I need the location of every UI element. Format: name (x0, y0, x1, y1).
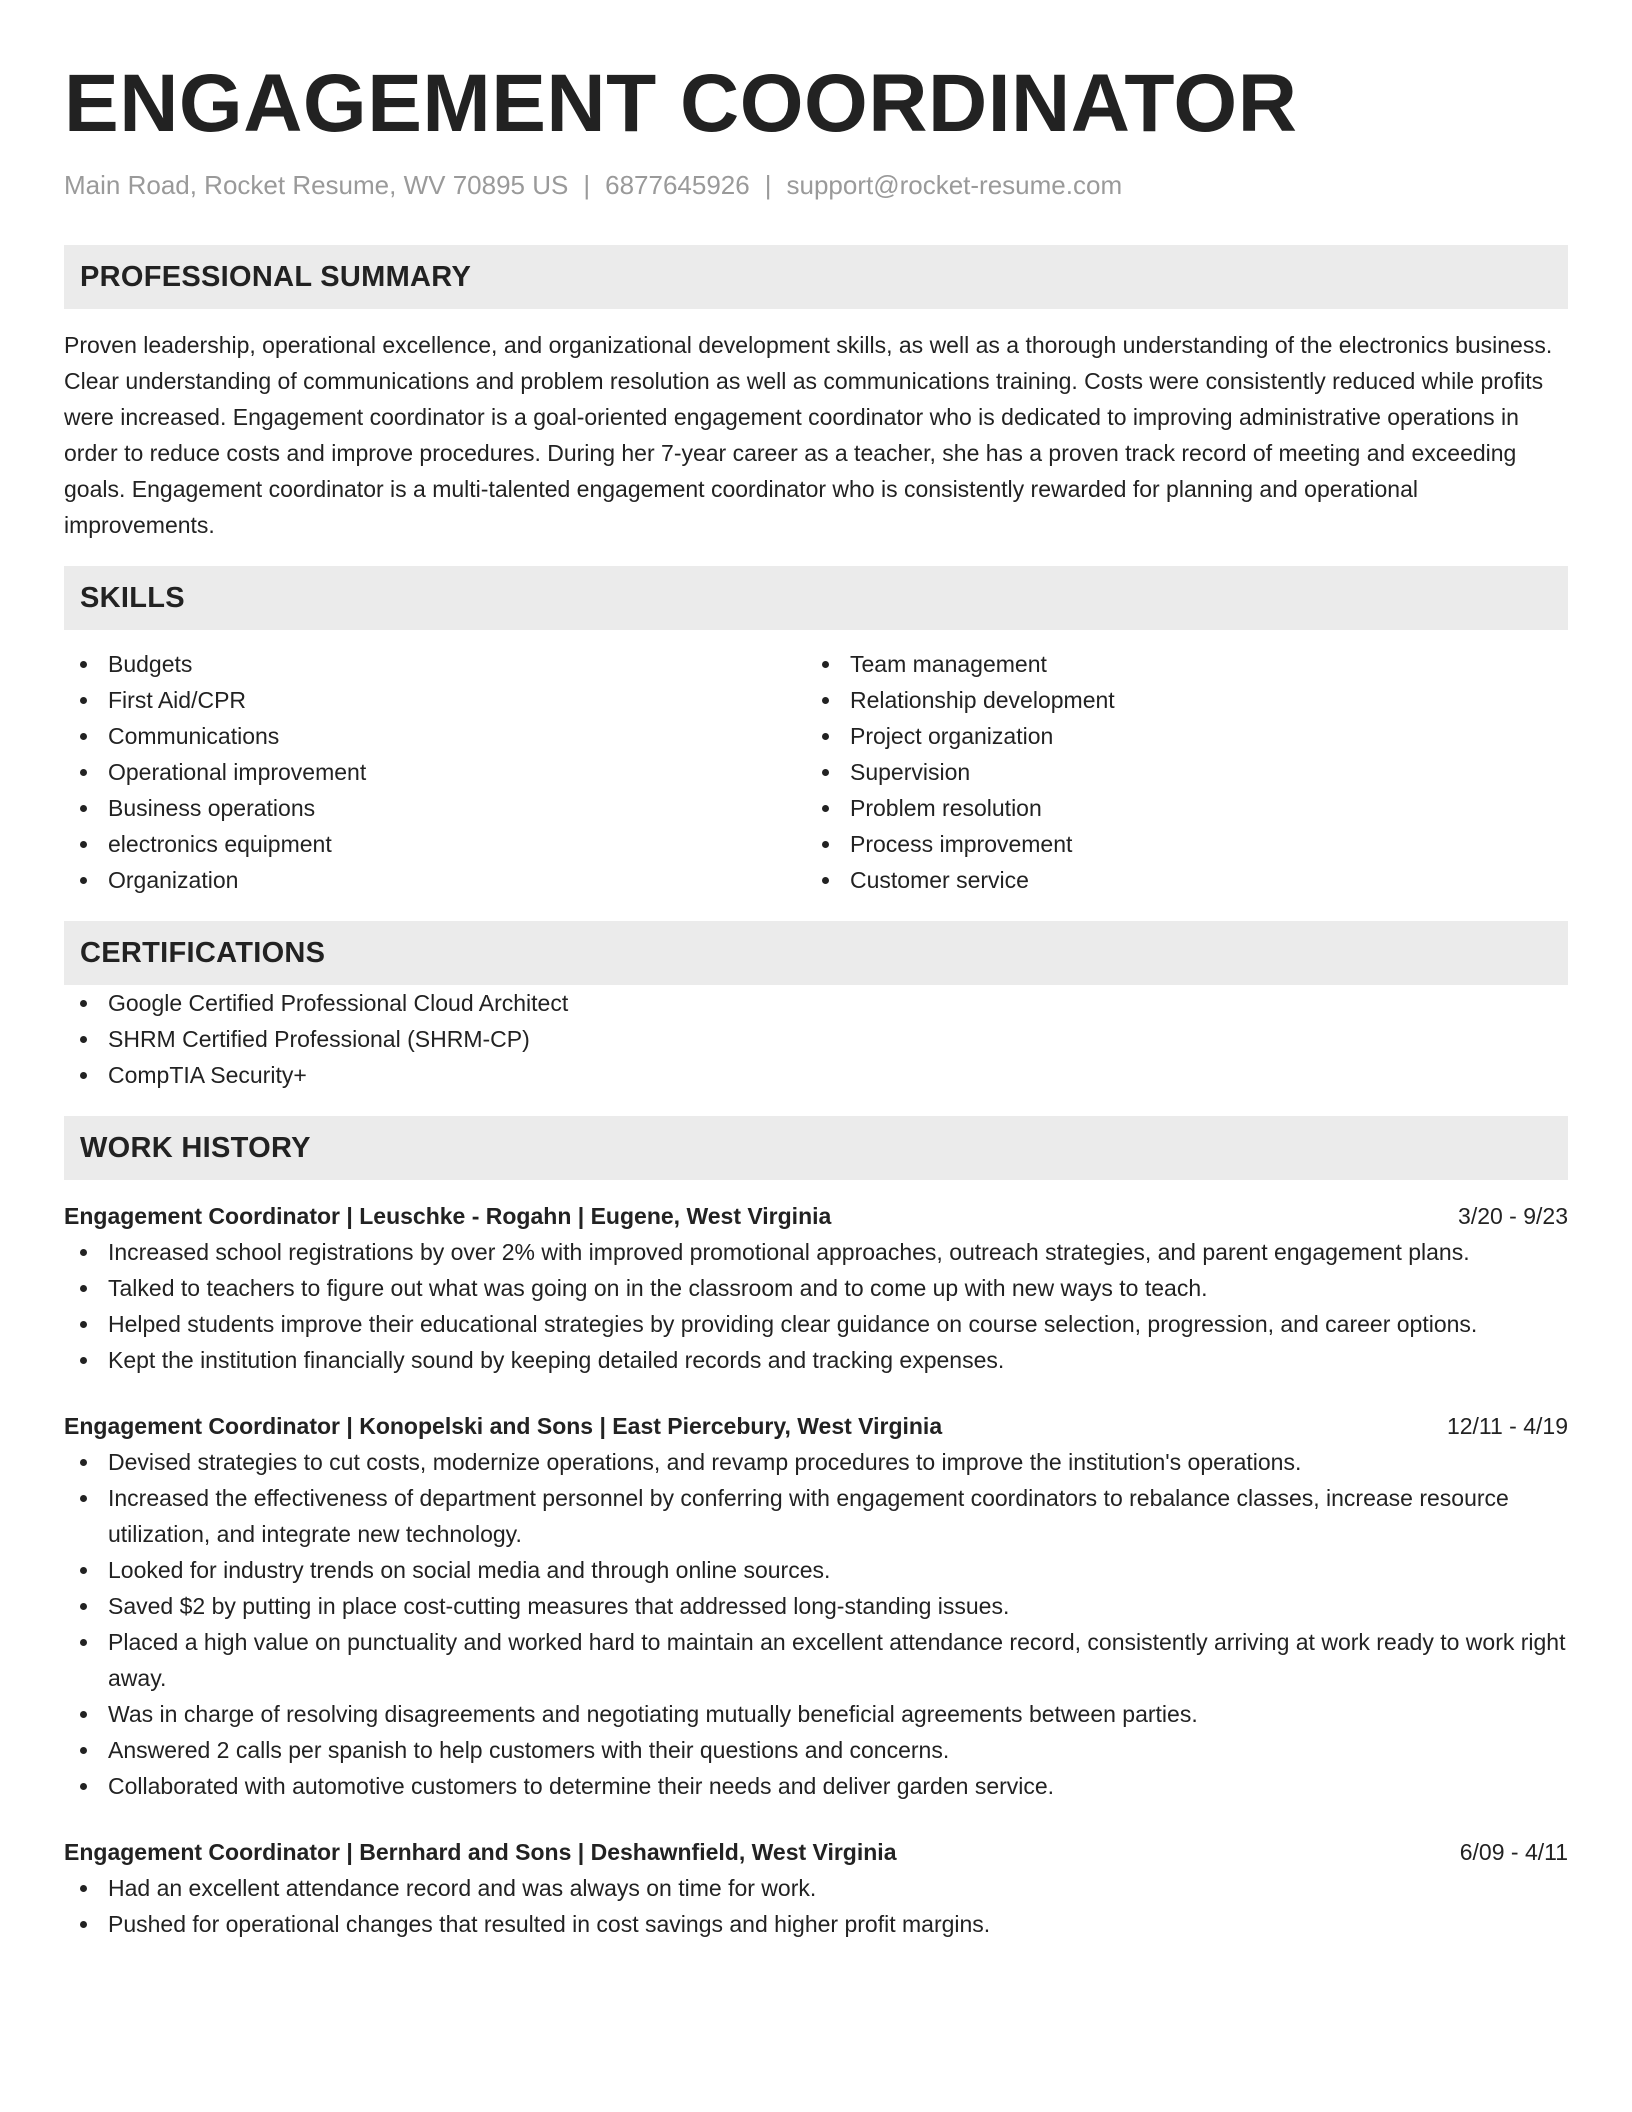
skill-item: Organization (64, 862, 806, 898)
skills-column-left (64, 646, 806, 898)
job-bullet: Had an excellent attendance record and was always on time for work. (64, 1870, 1568, 1906)
job-header (64, 1834, 1568, 1870)
job-bullet: Collaborated with automotive customers to determine their needs and deliver garden service. (64, 1768, 1568, 1804)
contact-address: Main Road, Rocket Resume, WV 70895 US (64, 170, 569, 200)
job-header (64, 1408, 1568, 1444)
skill-item: First Aid/CPR (64, 682, 806, 718)
job-header (64, 1198, 1568, 1234)
job-bullet: Was in charge of resolving disagreements and negotiating mutually beneficial agreements between parties. (64, 1696, 1568, 1732)
certifications-list (64, 985, 1568, 1093)
skills-columns (64, 646, 1568, 898)
job-entry (64, 1408, 1568, 1804)
skills-column-right (806, 646, 1548, 898)
contact-email: support@rocket-resume.com (786, 170, 1123, 200)
skill-item: Supervision (806, 754, 1548, 790)
job-bullet-list (64, 1870, 1568, 1942)
skill-item: electronics equipment (64, 826, 806, 862)
job-bullet: Looked for industry trends on social media and through online sources. (64, 1552, 1568, 1588)
candidate-name: ENGAGEMENT COORDINATOR (64, 58, 1298, 149)
job-bullet: Helped students improve their educational strategies by providing clear guidance on course selection, progression, and career options. (64, 1306, 1568, 1342)
job-dates: 6/09 - 4/11 (1459, 1839, 1568, 1865)
job-bullet: Talked to teachers to figure out what was going on in the classroom and to come up with new ways to teach. (64, 1270, 1568, 1306)
summary-text: Proven leadership, operational excellence, and organizational development skills, as well as a thorough understanding of the electronics business. Clear understanding of communications and problem resolution as well as communications training. Costs were consistently reduced while profits were increased. Engagement coordinator is a goal-oriented engagement coordinator who is dedicated to improving administrative operations in order to reduce costs and improve procedures. During her 7-year career as a teacher, she has a proven track record of meeting and exceeding goals. Engagement coordinator is a multi-talented engagement coordinator who is consistently rewarded for planning and operational improvements. (64, 332, 1553, 538)
job-bullet: Increased school registrations by over 2% with improved promotional approaches, outreach strategies, and parent engagement plans. (64, 1234, 1568, 1270)
contact-separator: | (764, 170, 772, 200)
skill-item: Relationship development (806, 682, 1548, 718)
job-bullet: Saved $2 by putting in place cost-cutting measures that addressed long-standing issues. (64, 1588, 1568, 1624)
skill-item: Customer service (806, 862, 1548, 898)
skill-item: Problem resolution (806, 790, 1548, 826)
section-heading-skills: SKILLS (64, 566, 1568, 630)
job-bullet: Kept the institution financially sound by keeping detailed records and tracking expenses. (64, 1342, 1568, 1378)
skills-list-right (806, 646, 1548, 898)
certification-item: SHRM Certified Professional (SHRM-CP) (64, 1021, 1568, 1057)
job-title: Engagement Coordinator | Leuschke - Rogahn | Eugene, West Virginia (64, 1203, 832, 1229)
job-bullet: Increased the effectiveness of department personnel by conferring with engagement coordinators to rebalance classes, increase resource utilization, and integrate new technology. (64, 1480, 1568, 1552)
skill-item: Project organization (806, 718, 1548, 754)
skill-item: Team management (806, 646, 1548, 682)
job-bullet: Pushed for operational changes that resulted in cost savings and higher profit margins. (64, 1906, 1568, 1942)
contact-phone: 6877645926 (605, 170, 750, 200)
job-title: Engagement Coordinator | Bernhard and Sons | Deshawnfield, West Virginia (64, 1839, 897, 1865)
job-dates: 3/20 - 9/23 (1458, 1203, 1568, 1229)
job-bullet: Placed a high value on punctuality and worked hard to maintain an excellent attendance record, consistently arriving at work ready to work right away. (64, 1624, 1568, 1696)
job-title: Engagement Coordinator | Konopelski and Sons | East Piercebury, West Virginia (64, 1413, 943, 1439)
skill-item: Process improvement (806, 826, 1548, 862)
skill-item: Budgets (64, 646, 806, 682)
section-heading-work-history: WORK HISTORY (64, 1116, 1568, 1180)
job-bullet-list (64, 1234, 1568, 1378)
job-entry (64, 1834, 1568, 1942)
skill-item: Communications (64, 718, 806, 754)
section-heading-certifications: CERTIFICATIONS (64, 921, 1568, 985)
certification-item: CompTIA Security+ (64, 1057, 1568, 1093)
section-heading-summary: PROFESSIONAL SUMMARY (64, 245, 1568, 309)
contact-separator: | (583, 170, 591, 200)
job-bullet: Answered 2 calls per spanish to help customers with their questions and concerns. (64, 1732, 1568, 1768)
job-bullet: Devised strategies to cut costs, modernize operations, and revamp procedures to improve the institution's operations. (64, 1444, 1568, 1480)
contact-line (64, 168, 1568, 202)
job-entry (64, 1198, 1568, 1378)
skill-item: Operational improvement (64, 754, 806, 790)
certification-item: Google Certified Professional Cloud Architect (64, 985, 1568, 1021)
job-bullet-list (64, 1444, 1568, 1804)
skill-item: Business operations (64, 790, 806, 826)
resume-page (64, 56, 1568, 1942)
skills-list-left (64, 646, 806, 898)
job-dates: 12/11 - 4/19 (1446, 1413, 1568, 1439)
